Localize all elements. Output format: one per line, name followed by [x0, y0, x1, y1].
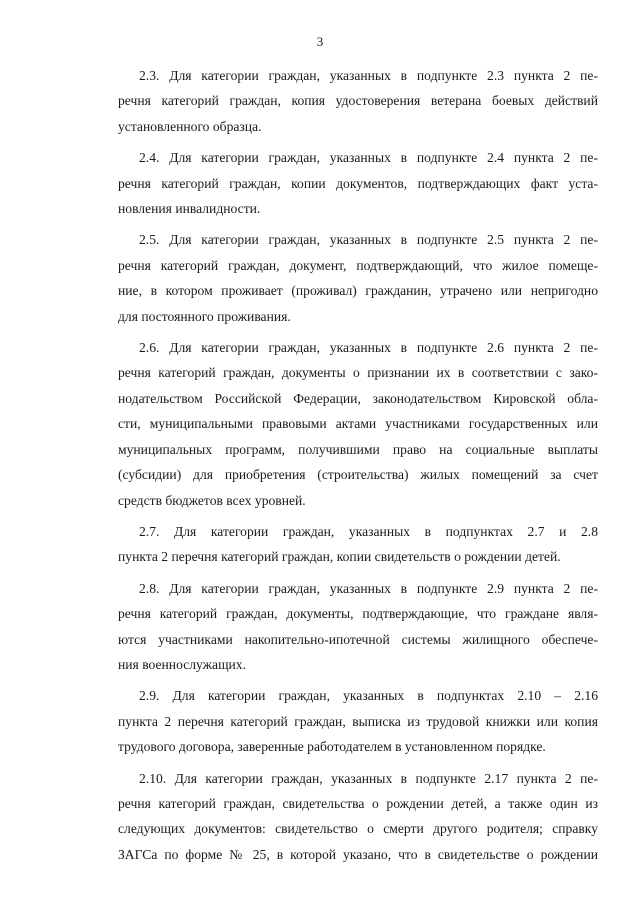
- paragraph-line: ЗАГСа по форме № 25, в которой указано, что в свидетельстве о рождении: [118, 846, 598, 862]
- document-body: [118, 63, 598, 873]
- paragraph-line: 2.4. Для категории граждан, указанных в подпункте 2.4 пункта 2 пе-: [139, 150, 598, 166]
- paragraph: [118, 145, 598, 221]
- paragraph: [118, 335, 598, 513]
- paragraph-line: 2.5. Для категории граждан, указанных в подпункте 2.5 пункта 2 пе-: [139, 232, 598, 248]
- paragraph-line: речня категорий граждан, копии документов, подтверждающих факт уста-: [118, 175, 598, 191]
- paragraph-line: 2.7. Для категории граждан, указанных в подпунктах 2.7 и 2.8: [139, 523, 598, 539]
- paragraph-line: речня категорий граждан, документ, подтверждающий, что жилое помеще-: [118, 257, 598, 273]
- paragraph-line: муниципальных программ, получившими право на социальные выплаты: [118, 441, 598, 457]
- paragraph-line: для постоянного проживания.: [118, 308, 291, 324]
- paragraph-line: 2.10. Для категории граждан, указанных в подпункте 2.17 пункта 2 пе-: [139, 770, 598, 786]
- paragraph-line: пункта 2 перечня категорий граждан, выписка из трудовой книжки или копия: [118, 713, 598, 729]
- paragraph-line: речня категорий граждан, свидетельства о рождении детей, а также один из: [118, 795, 598, 811]
- paragraph-line: ния военнослужащих.: [118, 656, 247, 672]
- paragraph-line: 2.6. Для категории граждан, указанных в подпункте 2.6 пункта 2 пе-: [139, 340, 598, 356]
- paragraph-line: речня категорий граждан, копия удостоверения ветерана боевых действий: [118, 93, 598, 109]
- paragraph-line: трудового договора, заверенные работодателем в установленном порядке.: [118, 739, 546, 755]
- paragraph: [118, 766, 598, 868]
- paragraph-line: установленного образца.: [118, 118, 262, 134]
- paragraph: [118, 227, 598, 329]
- paragraph-line: речня категорий граждан, документы о признании их в соответствии с зако-: [118, 365, 598, 381]
- paragraph-line: ние, в котором проживает (проживал) гражданин, утрачено или непригодно: [118, 283, 598, 299]
- paragraph-line: нодательством Российской Федерации, законодательством Кировской обла-: [118, 390, 598, 406]
- paragraph-line: следующих документов: свидетельство о смерти другого родителя; справку: [118, 821, 598, 837]
- paragraph: [118, 683, 598, 759]
- paragraph-line: речня категорий граждан, документы, подтверждающие, что граждане явля-: [118, 606, 598, 622]
- paragraph-line: (субсидии) для приобретения (строительства) жилых помещений за счет: [118, 467, 598, 483]
- paragraph: [118, 576, 598, 678]
- paragraph-line: сти, муниципальными правовыми актами участниками государственных или: [118, 416, 598, 432]
- paragraph-line: средств бюджетов всех уровней.: [118, 492, 306, 508]
- paragraph-line: 2.9. Для категории граждан, указанных в подпунктах 2.10 – 2.16: [139, 688, 598, 704]
- paragraph-line: ются участниками накопительно-ипотечной системы жилищного обеспече-: [118, 631, 598, 647]
- paragraph: [118, 63, 598, 139]
- paragraph-line: 2.8. Для категории граждан, указанных в подпункте 2.9 пункта 2 пе-: [139, 580, 598, 596]
- paragraph-line: пункта 2 перечня категорий граждан, копии свидетельств о рождении детей.: [118, 549, 561, 565]
- page-number: 3: [316, 34, 324, 49]
- paragraph: [118, 519, 598, 570]
- paragraph-line: 2.3. Для категории граждан, указанных в подпункте 2.3 пункта 2 пе-: [139, 68, 598, 83]
- paragraph-line: новления инвалидности.: [118, 201, 261, 217]
